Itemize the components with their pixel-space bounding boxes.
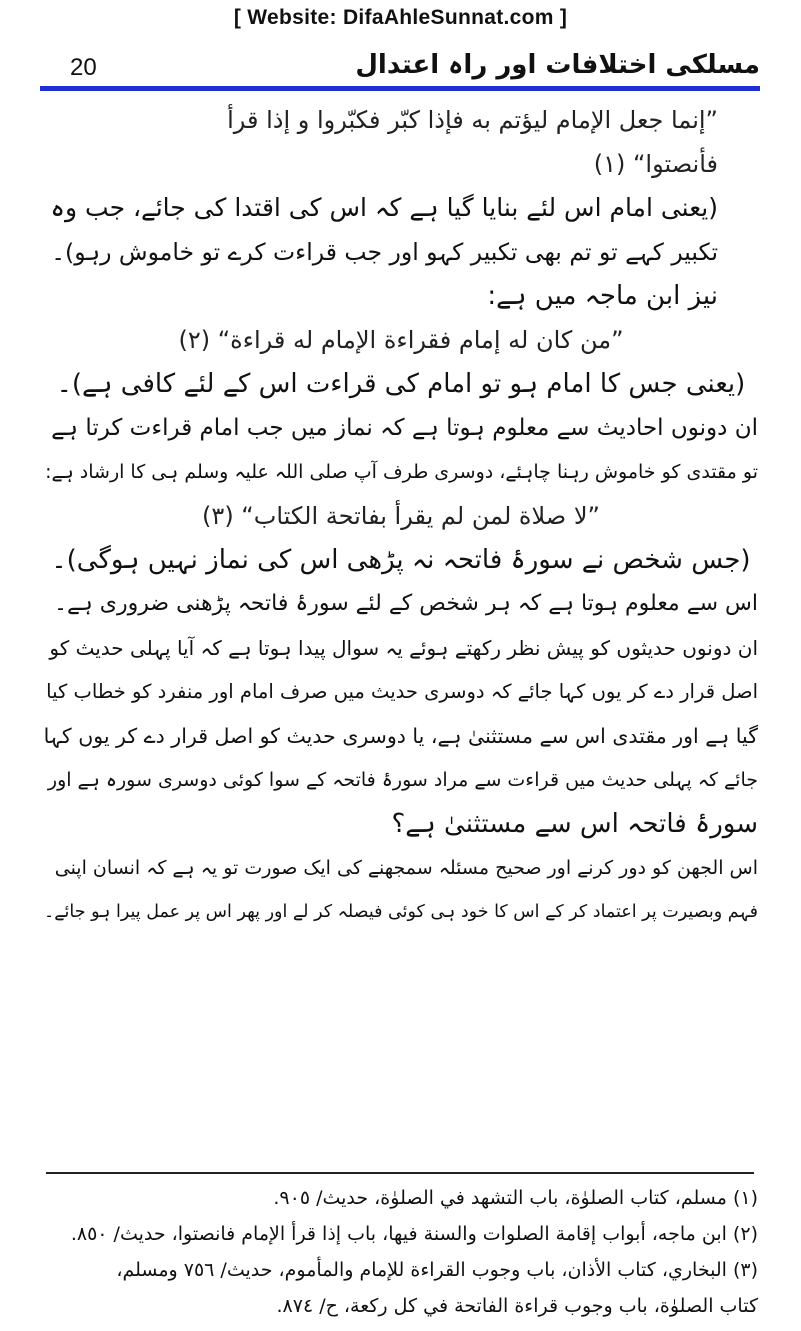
paragraph-line: اس الجھن کو دور کرنے اور صحیح مسئلہ سمجھنے کی ایک صورت تو یہ ہے کہ انسان اپنی (54, 857, 758, 879)
translation-line: تکبیر کہے تو تم بھی تکبیر کہو اور جب قراءت کرے تو خاموش رہو)۔ (51, 238, 718, 266)
paragraph-line: اس سے معلوم ہوتا ہے کہ ہر شخص کے لئے سورۂ فاتحہ پڑھنی ضروری ہے۔ (54, 591, 758, 616)
hadith-arabic-line: ”من كان له إمام فقراءة الإمام له قراءة“ (٢) (178, 326, 624, 354)
hadith-arabic-line: ”إنما جعل الإمام ليؤتم به فإذا كبّر فكبّروا و إذا قرأ (227, 106, 718, 134)
paragraph-line: نیز ابن ماجہ میں ہے: (487, 281, 718, 311)
footnote-rule (46, 1172, 754, 1174)
footnote-item: (١) مسلم، كتاب الصلوٰة، باب التشهد في الصلوٰة، حديث/ ٩٠٥. (273, 1187, 758, 1209)
hadith-arabic-line: فأنصتوا“ (١) (593, 150, 718, 178)
paragraph-line: تو مقتدی کو خاموش رہنا چاہئے، دوسری طرف آپ صلی اللہ علیہ وسلم ہی کا ارشاد ہے: (45, 461, 758, 483)
paragraph-line: جائے کہ پہلی حدیث میں قراءت سے مراد سورۂ فاتحہ کے سوا کوئی دوسری سورہ ہے اور (47, 769, 758, 791)
paragraph-line: گیا ہے اور مقتدی اس سے مستثنیٰ ہے، یا دوسری حدیث کو اصل قرار دے کر یوں کہا (43, 724, 758, 748)
paragraph-line: اصل قرار دے کر یوں کہا جائے کہ دوسری حدیث میں صرف امام اور منفرد کو خطاب کیا (46, 680, 758, 703)
footnote-item: (٢) ابن ماجه، أبواب إقامة الصلوات والسنة فيها، باب إذا قرأ الإمام فانصتوا، حديث/ ٨٥٠. (70, 1223, 758, 1245)
translation-line: (جس شخص نے سورۂ فاتحہ نہ پڑھی اس کی نماز نہیں ہوگی)۔ (51, 545, 751, 575)
paragraph-line: سورۂ فاتحہ اس سے مستثنیٰ ہے؟ (391, 809, 758, 839)
website-banner: [ Website: DifaAhleSunnat.com ] (233, 6, 568, 29)
page-number: 20 (70, 54, 97, 81)
book-title: مسلکی اختلافات اور راہ اعتدال (355, 50, 760, 80)
hadith-arabic-line: ”لا صلاة لمن لم يقرأ بفاتحة الكتاب“ (٣) (202, 502, 600, 530)
paragraph-line: ان دونوں احادیث سے معلوم ہوتا ہے کہ نماز میں جب امام قراءت کرتا ہے (51, 415, 758, 441)
footnote-item: (٣) البخاري، كتاب الأذان، باب وجوب القراءة للإمام والمأموم، حديث/ ٧٥٦ ومسلم، (116, 1259, 758, 1281)
paragraph-line: ان دونوں حدیثوں کو پیش نظر رکھتے ہوئے یہ سوال پیدا ہوتا ہے کہ آیا پہلی حدیث کو (49, 636, 758, 660)
paragraph-line: فہم وبصیرت پر اعتماد کر کے اس کا خود ہی کوئی فیصلہ کر لے اور پھر اس پر عمل پیرا ہو جائے۔ (44, 902, 758, 922)
footnotes (44, 1180, 758, 1324)
translation-line: (یعنی جس کا امام ہو تو امام کی قراءت اس کے لئے کافی ہے)۔ (56, 369, 746, 399)
translation-line: (یعنی امام اس لئے بنایا گیا ہے کہ اس کی اقتدا کی جائے، جب وہ (50, 193, 718, 222)
header-rule (40, 86, 760, 91)
page-body (44, 98, 758, 934)
footnote-item: كتاب الصلوٰة، باب وجوب قراءة الفاتحة في كل ركعة، ح/ ٨٧٤. (276, 1295, 758, 1317)
page-header (40, 50, 760, 88)
